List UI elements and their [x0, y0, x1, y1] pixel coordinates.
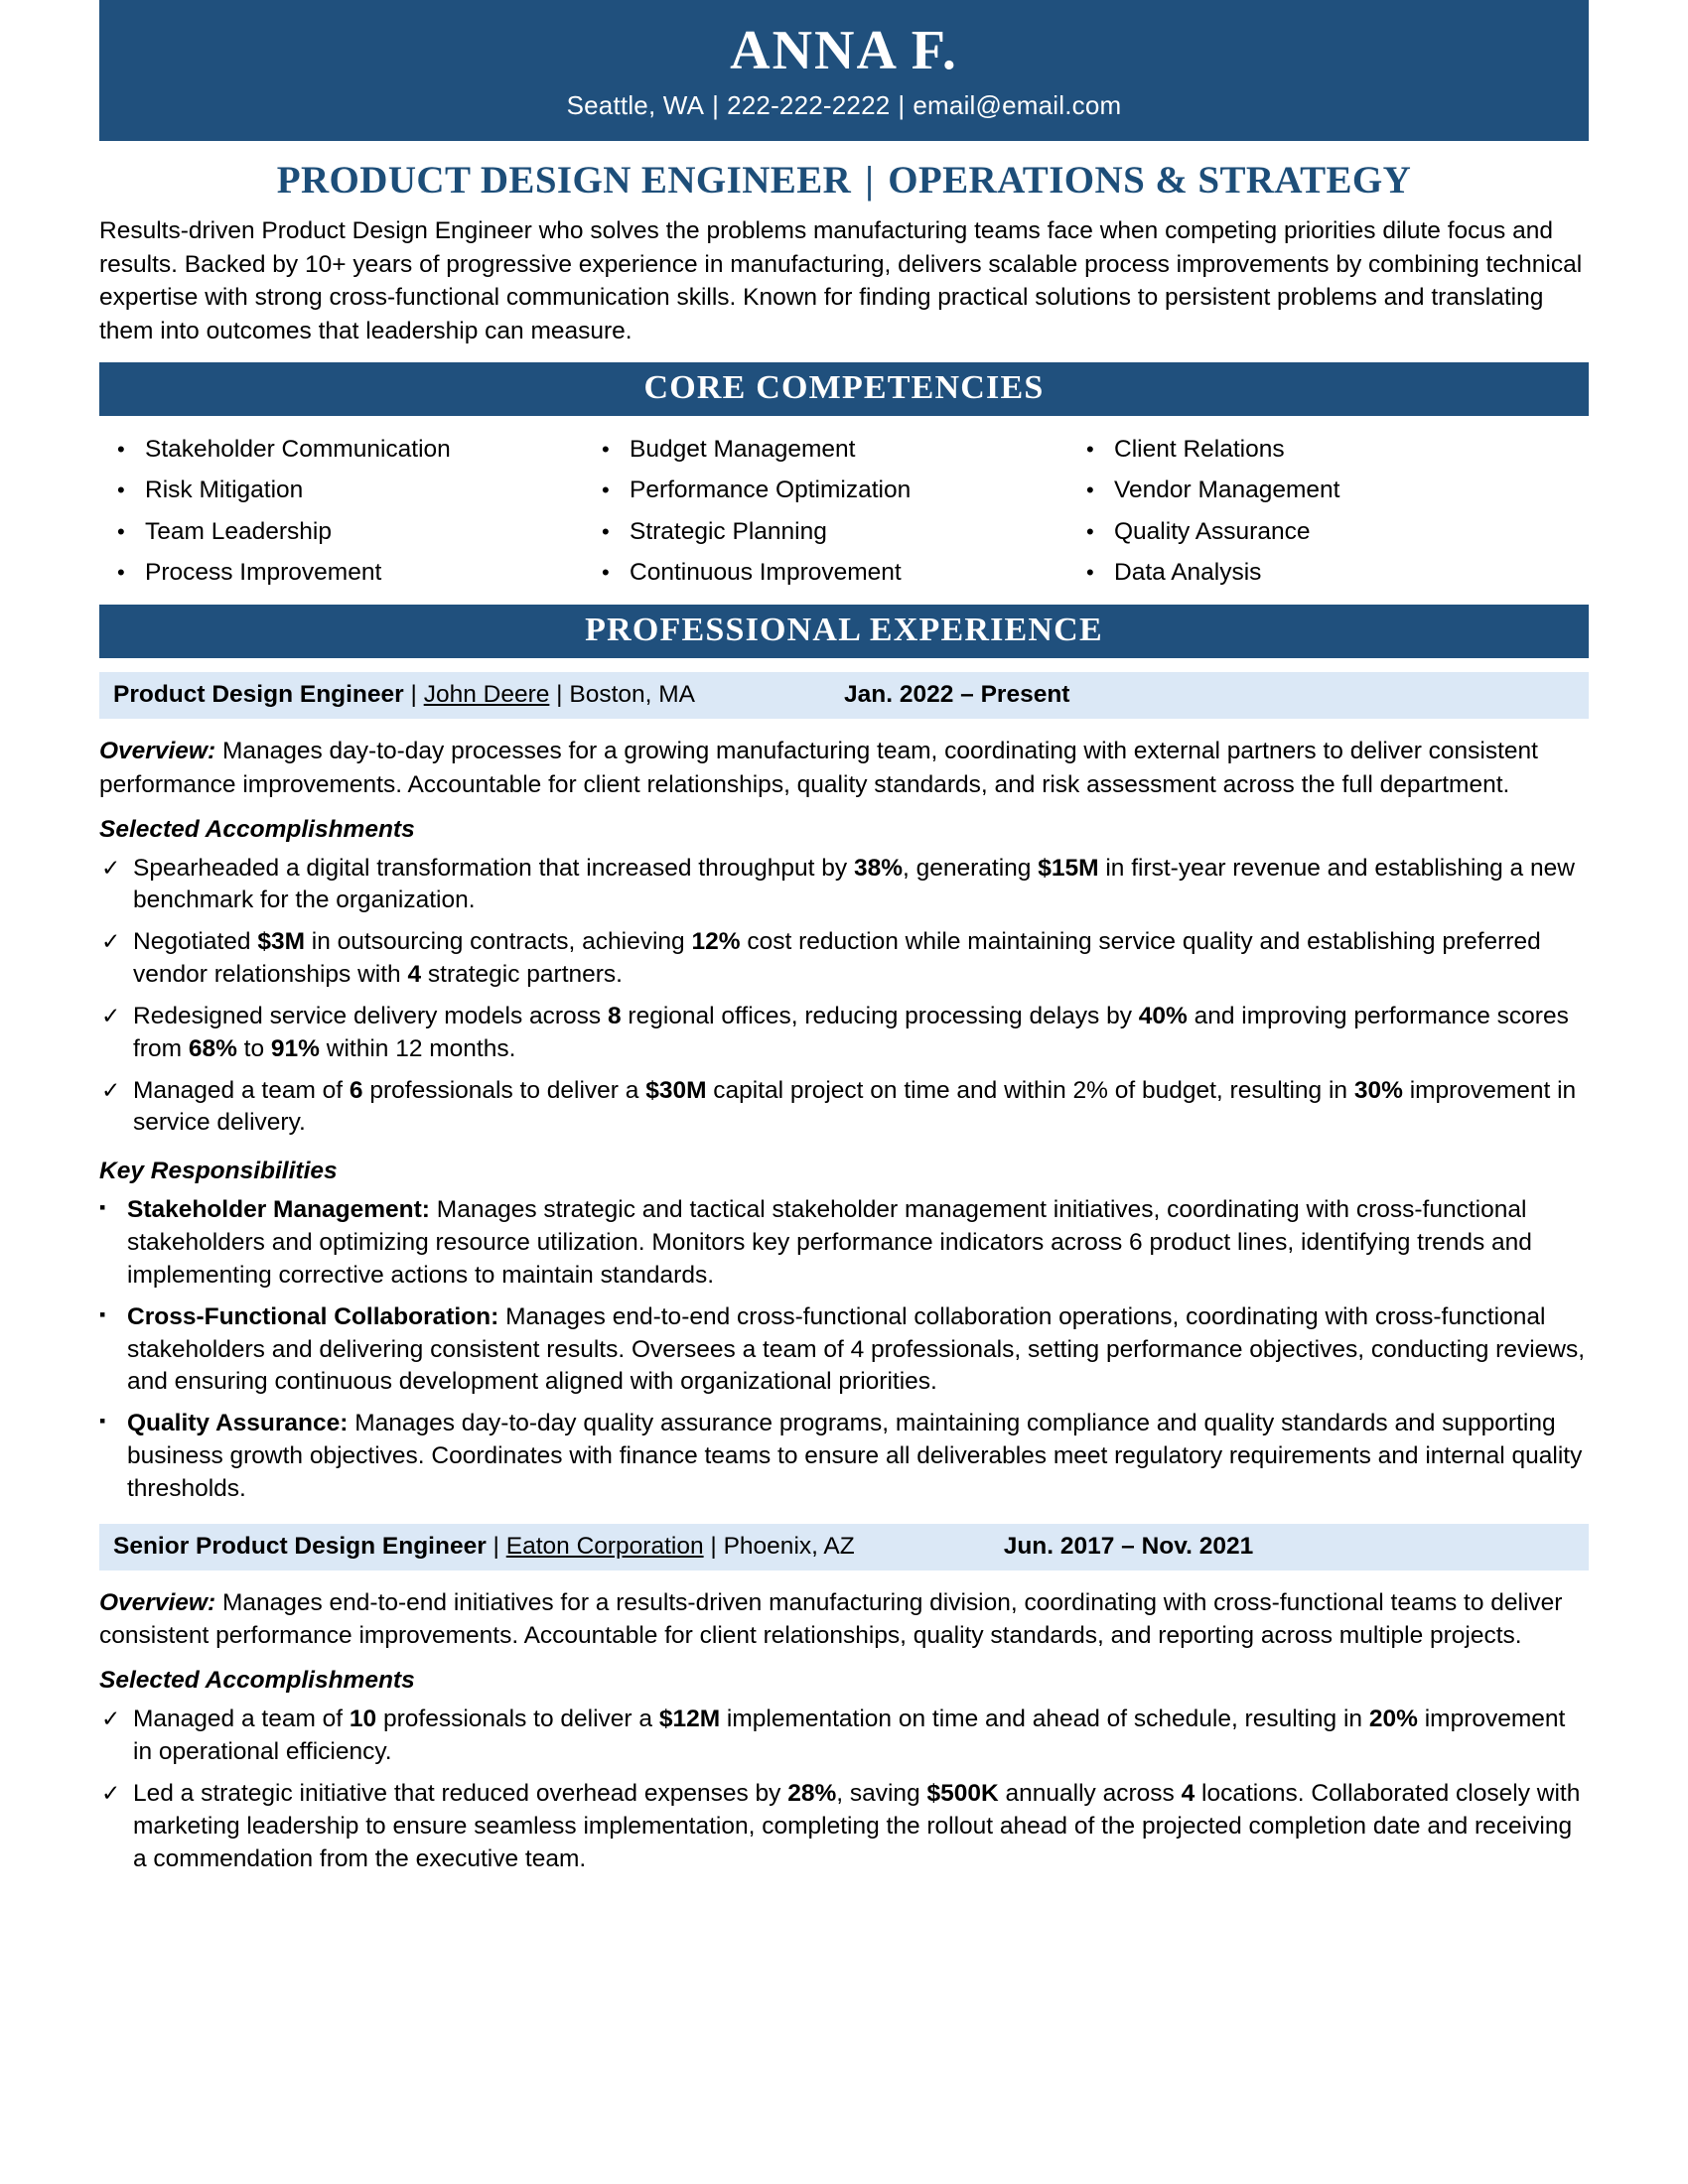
job-dates: Jan. 2022 – Present: [844, 680, 1070, 708]
overview-label: Overview:: [99, 737, 216, 764]
competency-label: Team Leadership: [145, 517, 332, 545]
accomplishments-list: [99, 1699, 1589, 1879]
job-identity: [113, 1533, 855, 1561]
competency-item: [1086, 553, 1571, 595]
core-competencies-grid: [99, 416, 1589, 605]
responsibility-item: [99, 1403, 1589, 1509]
accomplishments-list: [99, 848, 1589, 1145]
competency-item: [1086, 430, 1571, 472]
accomplishment-item: [99, 921, 1589, 996]
responsibility-text: [127, 1408, 1589, 1505]
bullet-icon: •: [602, 478, 610, 503]
competency-label: Risk Mitigation: [145, 477, 304, 504]
accomplishment-text: Spearheaded a digital transformation that increased throughput by 38%, generating $15M in first-year revenue and establishing a new benchmark for the organization.: [133, 854, 1575, 914]
job-identity: [113, 681, 695, 709]
responsibilities-list: [99, 1189, 1589, 1509]
bullet-icon: •: [602, 436, 610, 462]
responsibility-body: Manages end-to-end cross-functional collaboration operations, coordinating with cross-functional stakeholders and delivering consistent results. Oversees a team of 4 professionals, setting performance objectives, conducting reviews, and ensuring continuous development aligned with organizational priorities.: [127, 1302, 1586, 1396]
contact-separator-1: |: [712, 89, 720, 120]
accomplishment-item: [99, 996, 1589, 1070]
competency-column-1: [117, 430, 602, 595]
subheading-selected-accomplishments: Selected Accomplishments: [99, 1667, 415, 1695]
bullet-icon: •: [1086, 436, 1094, 462]
overview-text: Manages end-to-end initiatives for a results-driven manufacturing division, coordinating with cross-functional teams to deliver consistent performance improvements. Accountable for client relationships, quality standards, and reporting across multiple projects.: [99, 1588, 1563, 1650]
job-pipe: |: [710, 1532, 717, 1560]
job-location: Phoenix, AZ: [723, 1532, 855, 1560]
competency-item: [117, 553, 602, 595]
competency-item: [117, 471, 602, 512]
check-icon: ✓: [101, 928, 121, 955]
job-pipe: |: [556, 680, 563, 708]
competency-column-2: [602, 430, 1086, 595]
check-icon: ✓: [101, 1779, 121, 1806]
contact-line: [99, 90, 1589, 121]
job-dates: Jun. 2017 – Nov. 2021: [1003, 1532, 1254, 1560]
square-bullet-icon: ▪: [99, 1303, 106, 1324]
competency-item: [117, 430, 602, 472]
square-bullet-icon: ▪: [99, 1411, 106, 1432]
job-company[interactable]: Eaton Corporation: [505, 1532, 704, 1560]
responsibility-item: [99, 1189, 1589, 1296]
job-company[interactable]: John Deere: [423, 680, 550, 708]
job-title: Product Design Engineer: [113, 680, 404, 708]
responsibility-item: [99, 1297, 1589, 1403]
responsibility-body: Manages day-to-day quality assurance programs, maintaining compliance and quality standards and supporting business growth objectives. Coordinates with finance teams to ensure all deliverables meet regulatory requirements and internal quality thresholds.: [127, 1410, 1583, 1502]
competency-label: Strategic Planning: [630, 517, 827, 545]
competency-item: [117, 512, 602, 554]
bullet-icon: •: [1086, 518, 1094, 544]
competency-label: Vendor Management: [1114, 477, 1340, 504]
professional-headline: [99, 141, 1589, 214]
overview-text: Manages day-to-day processes for a growing manufacturing team, coordinating with external partners to deliver consistent performance improvements. Accountable for client relationships, quality standards, and risk assessment across the full department.: [99, 737, 1538, 798]
competency-label: Budget Management: [630, 435, 856, 463]
bullet-icon: •: [117, 478, 125, 503]
bullet-icon: •: [1086, 560, 1094, 586]
contact-location: Seattle, WA: [566, 89, 705, 120]
competency-label: Continuous Improvement: [630, 559, 902, 587]
accomplishment-text: Redesigned service delivery models across 8 regional offices, reducing processing delays by 40% and improving performance scores from 68% to 91% within 12 months.: [133, 1002, 1569, 1062]
competency-label: Performance Optimization: [630, 477, 912, 504]
responsibility-text: [127, 1194, 1589, 1292]
responsibility-label: Cross-Functional Collaboration:: [127, 1302, 499, 1330]
subheading-selected-accomplishments: Selected Accomplishments: [99, 815, 415, 843]
bullet-icon: •: [602, 518, 610, 544]
bullet-icon: •: [117, 518, 125, 544]
responsibility-body: Manages strategic and tactical stakeholder management initiatives, coordinating with cross-functional stakeholders and optimizing resource utilization. Monitors key performance indicators across 6 product lines, identifying trends and implementing corrective actions to maintain standards.: [127, 1196, 1532, 1289]
job-entry-header: [99, 672, 1589, 719]
competency-item: [1086, 512, 1571, 554]
contact-phone[interactable]: 222-222-2222: [727, 89, 891, 120]
job-overview: [99, 719, 1589, 802]
contact-separator-2: |: [898, 89, 906, 120]
responsibility-text: [127, 1301, 1589, 1399]
job-entry-header: [99, 1524, 1589, 1570]
resume-masthead: [99, 0, 1589, 141]
accomplishment-item: [99, 1699, 1589, 1773]
competency-label: Quality Assurance: [1114, 517, 1311, 545]
check-icon: ✓: [101, 1706, 121, 1732]
bullet-icon: •: [117, 560, 125, 586]
responsibility-label: Stakeholder Management:: [127, 1196, 430, 1224]
contact-email[interactable]: email@email.com: [913, 89, 1122, 120]
competency-item: [602, 553, 1086, 595]
accomplishment-text: Managed a team of 10 professionals to deliver a $12M implementation on time and ahead of schedule, resulting in 20% improvement in operational efficiency.: [133, 1706, 1566, 1766]
accomplishment-text: Negotiated $3M in outsourcing contracts, achieving 12% cost reduction while maintaining service quality and establishing preferred vendor relationships with 4 strategic partners.: [133, 928, 1541, 989]
subheading-key-responsibilities: Key Responsibilities: [99, 1158, 338, 1185]
professional-summary: Results-driven Product Design Engineer who solves the problems manufacturing teams face when competing priorities dilute focus and results. Backed by 10+ years of progressive experience in manufacturing, delivers scalable process improvements by combining technical expertise with strong cross-functional communication skills. Known for finding practical solutions to persistent problems and translating them into outcomes that leadership can measure.: [99, 216, 1583, 345]
check-icon: ✓: [101, 854, 121, 881]
job-pipe: |: [410, 680, 417, 708]
candidate-name: ANNA F.: [730, 20, 958, 81]
bullet-icon: •: [117, 436, 125, 462]
accomplishment-item: [99, 1070, 1589, 1145]
section-header-professional-experience: PROFESSIONAL EXPERIENCE: [99, 605, 1589, 658]
accomplishment-text: Managed a team of 6 professionals to deliver a $30M capital project on time and within 2% of budget, resulting in 30% improvement in service delivery.: [133, 1076, 1577, 1137]
competency-item: [602, 471, 1086, 512]
accomplishment-item: [99, 1773, 1589, 1879]
headline-divider: |: [865, 158, 875, 202]
section-header-core-competencies: CORE COMPETENCIES: [99, 362, 1589, 416]
accomplishment-text: Led a strategic initiative that reduced overhead expenses by 28%, saving $500K annually across 4 locations. Collaborated closely with marketing leadership to ensure seamless implementation, completing the rollout ahead of the projected completion date and receiving a commendation from the executive team.: [133, 1779, 1581, 1872]
bullet-icon: •: [1086, 478, 1094, 503]
competency-label: Client Relations: [1114, 435, 1285, 463]
check-icon: ✓: [101, 1002, 121, 1028]
overview-label: Overview:: [99, 1588, 216, 1616]
job-location: Boston, MA: [569, 680, 695, 708]
competency-item: [602, 430, 1086, 472]
competency-label: Stakeholder Communication: [145, 435, 451, 463]
job-pipe: |: [492, 1532, 499, 1560]
job-overview: [99, 1570, 1589, 1654]
job-title: Senior Product Design Engineer: [113, 1532, 487, 1560]
headline-right: OPERATIONS & STRATEGY: [888, 158, 1412, 202]
competency-column-3: [1086, 430, 1571, 595]
responsibility-label: Quality Assurance:: [127, 1410, 349, 1437]
competency-item: [1086, 471, 1571, 512]
bullet-icon: •: [602, 560, 610, 586]
competency-item: [602, 512, 1086, 554]
accomplishment-item: [99, 848, 1589, 922]
competency-label: Process Improvement: [145, 559, 382, 587]
square-bullet-icon: ▪: [99, 1197, 106, 1218]
competency-label: Data Analysis: [1114, 559, 1262, 587]
check-icon: ✓: [101, 1076, 121, 1103]
headline-left: PRODUCT DESIGN ENGINEER: [276, 158, 852, 202]
